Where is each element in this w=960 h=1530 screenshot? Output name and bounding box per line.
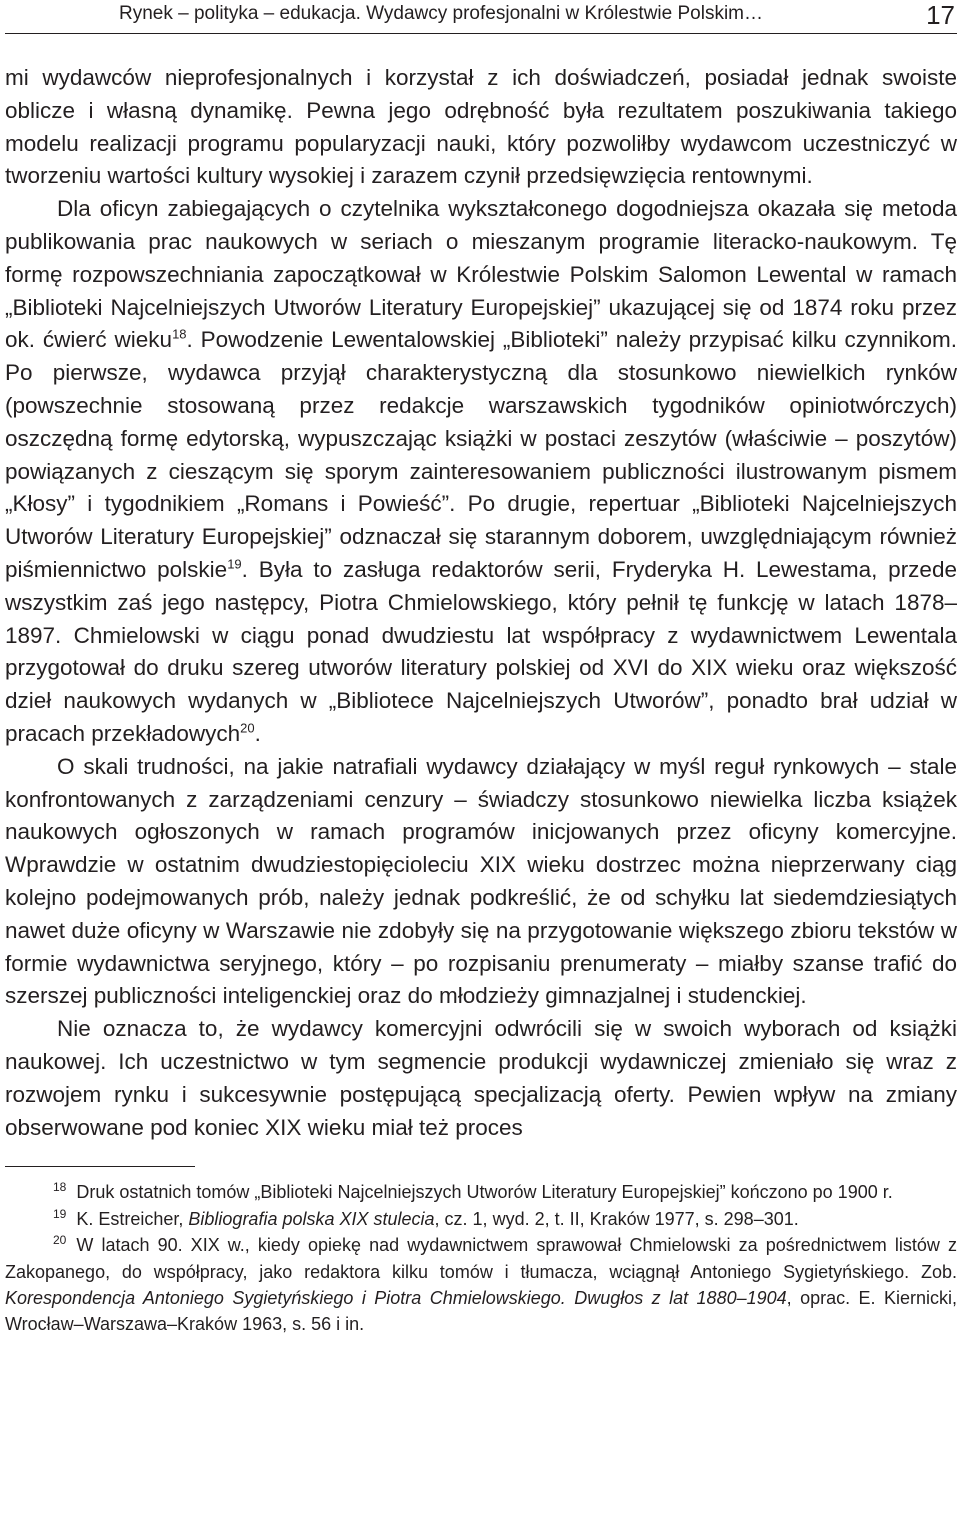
paragraph-3: O skali trudności, na jakie natrafiali wydawcy działający w myśl reguł rynkowych – stale konfrontowanych z zarządzeniami cenzury – świadczy stosunkowo niewielka liczba książek naukowych ogłoszonych w ramach programów inicjowanych przez oficyny komercyjne. Wprawdzie w ostatnim dwudziestopięcioleciu XIX wieku dostrzec można nieprzerwany ciąg kolejno podejmowanych prób, należy jednak podkreślić, że od schyłku lat siedemdziesiątych nawet duże oficyny w Warszawie nie zdobyły się na przygotowanie większego zbioru tekstów w formie wydawnictwa seryjnego, który – po rozpisaniu prenumeraty – miałby szanse trafić do szerszej publiczności inteligenckiej oraz do młodzieży gimnazjalnej i studenckiej. (5, 753, 957, 1009)
footnote-20-text-b: , oprac. E. Kiernicki, Wrocław–Warszawa–Kraków 1963, s. 56 i in. (5, 1287, 957, 1335)
footnote-19 (5, 1206, 957, 1232)
footnote-20-text-a: W latach 90. XIX w., kiedy opiekę nad wydawnictwem sprawował Chmielowski za pośrednictwem listów z Zakopanego, do współpracy, jako redaktora kilku tomów i tłumacza, wciągnął Antoniego Sygietyńskiego. Zob. (5, 1235, 957, 1282)
footnote-ref-19[interactable]: 19 (227, 556, 242, 572)
footnote-19-text-b: , cz. 1, wyd. 2, t. II, Kraków 1977, s. 298–301. (434, 1208, 799, 1229)
paragraph-2-part-b: . Powodzenie Lewentalowskiej „Biblioteki” należy przypisać kilku czynnikom. Po pierwsze, wydawca przyjął charakterystyczną dla stosunkowo niewielkich rynków (powszechnie stosowaną przez redakcje warszawskich tygodników opiniotwórczych) oszczędną formę edytorską, wypuszczając książki w postaci zeszytów (właściwie – poszytów) powiązanych z cieszącym się sporym zainteresowaniem publiczności ilustrowanym pismem „Kłosy” i tygodnikiem „Romans i Powieść”. Po drugie, repertuar „Biblioteki Najcelniejszych Utworów Literatury Europejskiej” odznaczał się starannym doborem, uwzględniającym również piśmiennictwo polskie (5, 327, 957, 582)
page (5, 0, 957, 1338)
footnote-ref-20[interactable]: 20 (240, 720, 255, 736)
footnote-separator (5, 1166, 195, 1167)
paragraph-2-part-a: Dla oficyn zabiegających o czytelnika wykształconego dogodniejsza okazała się metoda publikowania prac naukowych w seriach o mieszanym programie literacko-naukowym. Tę formę rozpowszechniania zapoczątkował w Królestwie Polskim Salomon Lewental w ramach „Biblioteki Najcelniejszych Utworów Literatury Europejskiej” ukazującej się od 1874 roku przez ok. ćwierć wieku (5, 196, 957, 353)
paragraph-2 (5, 193, 957, 751)
footnote-20 (5, 1232, 957, 1338)
running-header (5, 0, 957, 34)
paragraph-2-part-c: . Była to zasługa redaktorów serii, Fryderyka H. Lewestama, przede wszystkim zaś jego następcy, Piotra Chmielowskiego, który pełnił tę funkcję w latach 1878–1897. Chmielowski w ciągu ponad dwudziestu lat współpracy z wydawnictwem Lewentala przygotował do druku szereg utworów literatury polskiej od XVI do XIX wieku oraz większość dzieł naukowych wydanych w „Bibliotece Najcelniejszych Utworów”, ponadto brał udział w pracach przekładowych (5, 556, 957, 746)
footnote-number-18: 18 (53, 1180, 67, 1195)
footnote-18 (5, 1179, 957, 1205)
footnote-19-text-a: K. Estreicher, (76, 1208, 189, 1229)
footnote-number-19: 19 (53, 1206, 67, 1221)
paragraph-4: Nie oznacza to, że wydawcy komercyjni odwrócili się w swoich wyborach od książki naukowej. Ich uczestnictwo w tym segmencie produkcji wydawniczej zmieniało się wraz z rozwojem rynku i sukcesywnie postępującą specjalizacją oferty. Pewien wpływ na zmiany obserwowane pod koniec XIX wieku miał też proces (5, 1016, 957, 1140)
running-title: Rynek – polityka – edukacja. Wydawcy profesjonalni w Królestwie Polskim… (119, 3, 763, 24)
paragraph-2-part-d: . (254, 720, 261, 746)
footnote-ref-18[interactable]: 18 (172, 326, 187, 342)
footnote-19-title: Bibliografia polska XIX stulecia (188, 1208, 435, 1229)
footnote-20-title: Korespondencja Antoniego Sygietyńskiego i Piotra Chmielowskiego. Dwugłos z lat 1880–1904 (5, 1287, 787, 1308)
paragraph-1: mi wydawców nieprofesjonalnych i korzystał z ich doświadczeń, posiadał jednak swoiste oblicze i własną dynamikę. Pewna jego odrębność była rezultatem poszukiwania takiego modelu realizacji programu popularyzacji nauki, który pozwoliłby wydawcom uczestniczyć w tworzeniu wartości kultury wysokiej i zarazem czynił przedsięwzięcia rentownymi. (5, 65, 957, 189)
footnotes (5, 1179, 957, 1337)
footnote-number-20: 20 (53, 1233, 67, 1248)
footnote-18-text: Druk ostatnich tomów „Biblioteki Najcelniejszych Utworów Literatury Europejskiej” kończono po 1900 r. (76, 1182, 893, 1203)
page-number: 17 (926, 0, 955, 30)
main-text (5, 62, 957, 1144)
